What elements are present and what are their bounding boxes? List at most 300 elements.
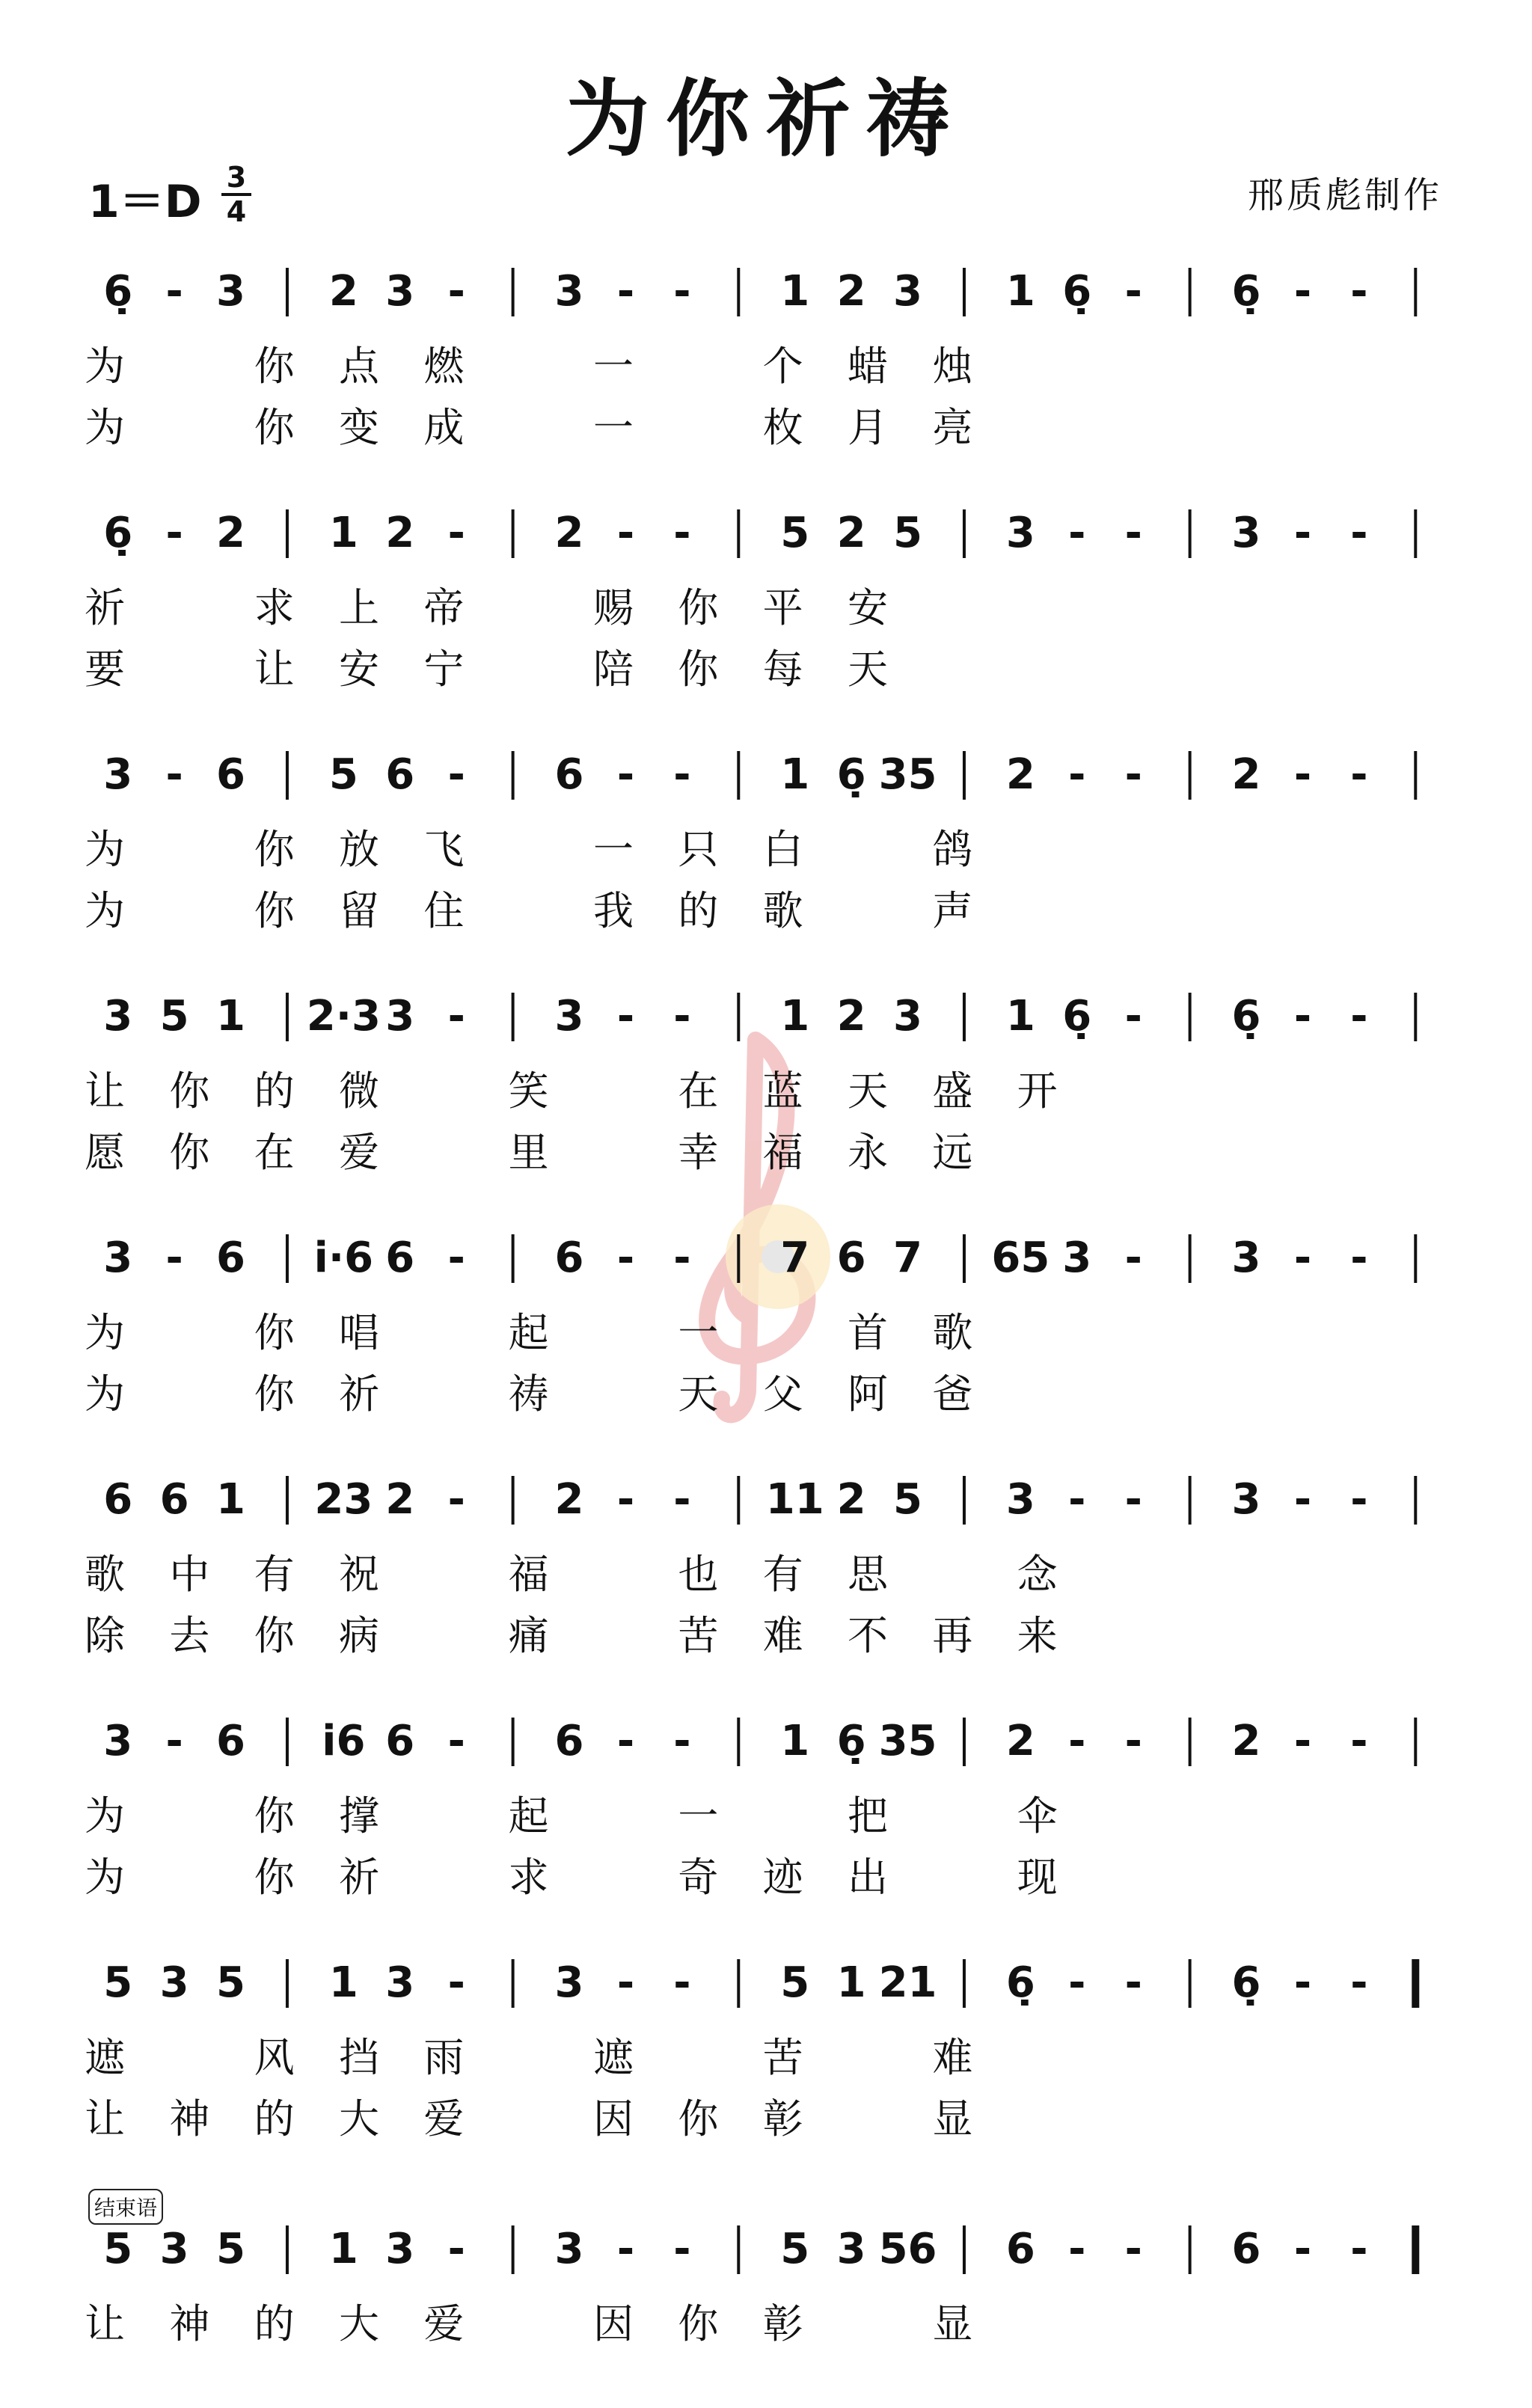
lyric-char: 彰	[762, 2095, 803, 2142]
note: 6	[159, 1475, 189, 1524]
note: 6	[1231, 2225, 1261, 2273]
lyric-char: 让	[254, 646, 295, 693]
lyric-char: 宁	[423, 646, 465, 693]
note: 3	[554, 267, 584, 316]
lyric-char: 枚	[762, 404, 803, 451]
note: 6	[385, 1234, 415, 1282]
note: i6	[322, 1717, 366, 1765]
note: 5	[780, 1958, 810, 2007]
lyric-char: 出	[848, 1854, 888, 1901]
lyric-char: 在	[678, 1067, 719, 1115]
lyric-char: 开	[1017, 1067, 1058, 1115]
note: 1	[780, 750, 810, 799]
lyric-char: 笑	[508, 1067, 549, 1115]
note: 1	[780, 267, 810, 316]
note: 6̣	[1231, 1958, 1261, 2007]
note: 1	[216, 1475, 246, 1524]
note: -	[616, 1717, 635, 1765]
lyric-char: 伞	[1017, 1792, 1058, 1839]
note: 6̣	[836, 750, 866, 799]
lyric-char: 因	[593, 2095, 634, 2142]
note: -	[673, 2225, 691, 2273]
lyric-char: 你	[254, 1612, 295, 1659]
note: -	[1068, 509, 1086, 557]
note: -	[673, 267, 691, 316]
lyric-char: 你	[678, 2095, 719, 2142]
note: 6	[216, 750, 246, 799]
lyric-char: 苦	[678, 1612, 719, 1659]
lyric-char: 唱	[339, 1309, 379, 1356]
lyric-char: 赐	[593, 584, 634, 631]
lyric-char: 帝	[423, 584, 465, 631]
note: 35	[878, 1717, 937, 1765]
note: 3	[554, 2225, 584, 2273]
lyric-char: 去	[169, 1612, 210, 1659]
lyric-char: 变	[339, 404, 379, 451]
lyric-char: 祈	[339, 1370, 379, 1418]
lyric-char: 让	[85, 1067, 125, 1115]
note: 6	[554, 1717, 584, 1765]
ending-section-tag: 结束语	[88, 2189, 163, 2225]
note: -	[165, 509, 183, 557]
note: 3	[554, 992, 584, 1041]
lyric-char: 陪	[593, 646, 634, 693]
lyric-char: 神	[169, 2300, 210, 2347]
note: 3	[893, 267, 923, 316]
lyric-char: 为	[85, 404, 125, 451]
lyric-char: 的	[254, 2095, 295, 2142]
lyric-char: 远	[932, 1129, 973, 1176]
note: -	[616, 750, 635, 799]
note: 3	[216, 267, 246, 316]
lyric-char: 点	[339, 343, 379, 390]
note: -	[447, 1958, 465, 2007]
note: -	[165, 1234, 183, 1282]
note: 5	[780, 2225, 810, 2273]
note: 6̣	[1062, 992, 1092, 1041]
lyric-char: 祈	[339, 1854, 379, 1901]
note: -	[1068, 2225, 1086, 2273]
note: -	[165, 1717, 183, 1765]
note: 5	[780, 509, 810, 557]
note: 7	[780, 1234, 810, 1282]
lyric-char: 成	[423, 404, 465, 451]
note: 5	[893, 509, 923, 557]
lyric-char: 有	[254, 1551, 295, 1598]
note: -	[1293, 1717, 1312, 1765]
lyric-char: 你	[254, 404, 295, 451]
lyric-char: 福	[762, 1129, 803, 1176]
lyric-char: 不	[848, 1612, 888, 1659]
lyric-char: 盛	[932, 1067, 973, 1115]
lyric-char: 你	[254, 1309, 295, 1356]
lyric-char: 你	[254, 1854, 295, 1901]
lyric-char: 爸	[932, 1370, 973, 1418]
lyric-char: 爱	[423, 2095, 465, 2142]
note: 3	[385, 1958, 415, 2007]
lyric-char: 你	[254, 887, 295, 934]
note: -	[1293, 1234, 1312, 1282]
note: 6	[385, 1717, 415, 1765]
lyric-char: 起	[508, 1792, 549, 1839]
note: 2	[1005, 1717, 1035, 1765]
note: -	[1350, 2225, 1368, 2273]
note: 5	[328, 750, 358, 799]
note: 6	[216, 1717, 246, 1765]
note: 3	[1005, 1475, 1035, 1524]
lyric-char: 里	[508, 1129, 549, 1176]
lyric-char: 风	[254, 2034, 295, 2081]
lyric-char: 你	[254, 343, 295, 390]
lyric-char: 为	[85, 1792, 125, 1839]
note: -	[1293, 2225, 1312, 2273]
lyric-char: 祷	[508, 1370, 549, 1418]
lyric-char: 求	[508, 1854, 549, 1901]
note: -	[1350, 1234, 1368, 1282]
lyric-char: 歌	[762, 887, 803, 934]
note: -	[1124, 2225, 1142, 2273]
lyric-char: 有	[762, 1551, 803, 1598]
lyric-char: 在	[254, 1129, 295, 1176]
lyric-char: 除	[85, 1612, 125, 1659]
note: 1	[328, 509, 358, 557]
note: 2	[836, 267, 866, 316]
lyric-char: 只	[678, 826, 719, 873]
lyric-char: 迹	[762, 1854, 803, 1901]
note: 3	[1231, 509, 1261, 557]
time-signature-bottom: 4	[226, 195, 247, 228]
time-signature-top: 3	[226, 161, 247, 194]
note: 7	[893, 1234, 923, 1282]
lyric-char: 撑	[339, 1792, 379, 1839]
lyric-char: 首	[848, 1309, 888, 1356]
note: -	[1350, 992, 1368, 1041]
lyric-char: 大	[339, 2300, 379, 2347]
lyric-char: 为	[85, 1370, 125, 1418]
lyric-char: 阿	[848, 1370, 888, 1418]
note: -	[165, 750, 183, 799]
lyric-char: 求	[254, 584, 295, 631]
lyric-char: 的	[254, 1067, 295, 1115]
note: -	[447, 1234, 465, 1282]
lyric-char: 月	[848, 404, 888, 451]
lyric-char: 的	[254, 2300, 295, 2347]
lyric-char: 爱	[423, 2300, 465, 2347]
note: 3	[893, 992, 923, 1041]
lyric-char: 上	[339, 584, 379, 631]
lyric-char: 雨	[423, 2034, 465, 2081]
note: 6	[836, 1234, 866, 1282]
note: 3	[385, 267, 415, 316]
note: 65	[991, 1234, 1050, 1282]
note: 2	[328, 267, 358, 316]
lyric-char: 烛	[932, 343, 973, 390]
note: -	[616, 509, 635, 557]
note: -	[447, 992, 465, 1041]
lyric-char: 苦	[762, 2034, 803, 2081]
lyric-char: 你	[678, 646, 719, 693]
note: -	[673, 992, 691, 1041]
lyric-char: 飞	[423, 826, 465, 873]
note: -	[673, 1958, 691, 2007]
note: 2	[216, 509, 246, 557]
lyric-char: 歌	[932, 1309, 973, 1356]
note: -	[447, 2225, 465, 2273]
note: -	[1293, 1475, 1312, 1524]
note: 21	[878, 1958, 937, 2007]
note: -	[1293, 992, 1312, 1041]
note: 1	[780, 1717, 810, 1765]
lyric-char: 留	[339, 887, 379, 934]
lyric-char: 父	[762, 1370, 803, 1418]
note: -	[1124, 750, 1142, 799]
lyric-char: 天	[678, 1370, 719, 1418]
lyric-char: 一	[678, 1792, 719, 1839]
note: -	[1068, 1475, 1086, 1524]
lyric-char: 你	[254, 1370, 295, 1418]
lyric-char: 思	[848, 1551, 888, 1598]
lyric-char: 歌	[85, 1551, 125, 1598]
note: 3	[385, 2225, 415, 2273]
note: -	[447, 1717, 465, 1765]
lyric-char: 起	[508, 1309, 549, 1356]
note: -	[1293, 1958, 1312, 2007]
note: 1	[216, 992, 246, 1041]
note: 5	[216, 1958, 246, 2007]
lyric-char: 病	[339, 1612, 379, 1659]
note: 11	[765, 1475, 824, 1524]
lyric-char: 为	[85, 826, 125, 873]
note: 3	[385, 992, 415, 1041]
note: -	[1124, 267, 1142, 316]
note: -	[1293, 509, 1312, 557]
note: 2	[554, 509, 584, 557]
note: 3	[159, 1958, 189, 2007]
note: 2	[1231, 750, 1261, 799]
lyric-char: 要	[85, 646, 125, 693]
note: -	[447, 509, 465, 557]
lyric-char: 你	[254, 1792, 295, 1839]
note: 3	[1062, 1234, 1092, 1282]
note: 5	[103, 1958, 133, 2007]
note: 23	[314, 1475, 373, 1524]
lyric-char: 每	[762, 646, 803, 693]
lyric-char: 声	[932, 887, 973, 934]
note: -	[1068, 1717, 1086, 1765]
note: 3	[554, 1958, 584, 2007]
note: 2	[1231, 1717, 1261, 1765]
note: -	[673, 1475, 691, 1524]
note: 56	[878, 2225, 937, 2273]
note: 5	[893, 1475, 923, 1524]
lyric-char: 把	[848, 1792, 888, 1839]
note: 2	[836, 1475, 866, 1524]
note: 2	[385, 1475, 415, 1524]
note: -	[1350, 509, 1368, 557]
note: 1	[780, 992, 810, 1041]
lyric-char: 挡	[339, 2034, 379, 2081]
note: 6̣	[1062, 267, 1092, 316]
note: -	[447, 750, 465, 799]
lyric-char: 安	[339, 646, 379, 693]
note: 6̣	[103, 267, 133, 316]
note: 3	[159, 2225, 189, 2273]
lyric-char: 福	[508, 1551, 549, 1598]
note: 2	[1005, 750, 1035, 799]
lyric-char: 安	[848, 584, 888, 631]
lyric-char: 天	[848, 1067, 888, 1115]
note: 1	[836, 1958, 866, 2007]
note: -	[673, 1717, 691, 1765]
lyric-char: 我	[593, 887, 634, 934]
note: 3	[103, 1234, 133, 1282]
note: 2	[836, 992, 866, 1041]
note: -	[1350, 267, 1368, 316]
note: -	[616, 267, 635, 316]
note: 6	[554, 1234, 584, 1282]
note: -	[447, 1475, 465, 1524]
note: 35	[878, 750, 937, 799]
lyric-char: 天	[848, 646, 888, 693]
lyric-char: 难	[762, 1612, 803, 1659]
note: 3	[1231, 1475, 1261, 1524]
note: -	[1124, 1717, 1142, 1765]
note: -	[447, 267, 465, 316]
lyric-char: 爱	[339, 1129, 379, 1176]
note: -	[1124, 992, 1142, 1041]
note: 6	[385, 750, 415, 799]
lyric-char: 让	[85, 2095, 125, 2142]
lyric-char: 住	[423, 887, 465, 934]
note: 3	[103, 750, 133, 799]
note: -	[1350, 1717, 1368, 1765]
note: 2	[836, 509, 866, 557]
note: -	[1124, 509, 1142, 557]
note: 6̣	[1231, 992, 1261, 1041]
note: -	[616, 992, 635, 1041]
note: 2·3	[306, 992, 381, 1041]
lyric-char: 幸	[678, 1129, 719, 1176]
note: -	[616, 1475, 635, 1524]
note: 1	[1005, 267, 1035, 316]
note: -	[1068, 1958, 1086, 2007]
lyric-char: 一	[593, 404, 634, 451]
note: 5	[216, 2225, 246, 2273]
note: 3	[103, 1717, 133, 1765]
lyric-char: 再	[932, 1612, 973, 1659]
lyric-char: 因	[593, 2300, 634, 2347]
lyric-char: 你	[678, 2300, 719, 2347]
lyric-char: 遮	[593, 2034, 634, 2081]
lyric-char: 的	[678, 887, 719, 934]
note: 3	[1231, 1234, 1261, 1282]
lyric-char: 放	[339, 826, 379, 873]
note: 6̣	[836, 1717, 866, 1765]
lyric-char: 难	[932, 2034, 973, 2081]
lyric-char: 一	[593, 826, 634, 873]
lyric-char: 中	[169, 1551, 210, 1598]
note: -	[1293, 267, 1312, 316]
lyric-char: 亮	[932, 404, 973, 451]
note: 1	[328, 2225, 358, 2273]
note: 3	[103, 992, 133, 1041]
note: 5	[103, 2225, 133, 2273]
lyric-char: 微	[339, 1067, 379, 1115]
note: 5	[159, 992, 189, 1041]
note: -	[1068, 750, 1086, 799]
lyric-char: 永	[848, 1129, 888, 1176]
note: 6	[103, 1475, 133, 1524]
lyric-char: 鸽	[932, 826, 973, 873]
lyric-char: 显	[932, 2300, 973, 2347]
note: 6̣	[103, 509, 133, 557]
note: -	[673, 509, 691, 557]
note: 3	[836, 2225, 866, 2273]
note: 6̣	[1005, 1958, 1035, 2007]
lyric-char: 为	[85, 1854, 125, 1901]
lyric-char: 神	[169, 2095, 210, 2142]
lyric-char: 祝	[339, 1551, 379, 1598]
lyric-char: 平	[762, 584, 803, 631]
lyric-char: 愿	[85, 1129, 125, 1176]
note: 2	[385, 509, 415, 557]
lyric-char: 为	[85, 343, 125, 390]
lyric-char: 白	[762, 826, 803, 873]
note: -	[1124, 1958, 1142, 2007]
note: -	[1293, 750, 1312, 799]
note: -	[1350, 750, 1368, 799]
lyric-char: 来	[1017, 1612, 1058, 1659]
lyric-char: 个	[762, 343, 803, 390]
note: 6	[1005, 2225, 1035, 2273]
lyric-char: 也	[678, 1551, 719, 1598]
lyric-char: 奇	[678, 1854, 719, 1901]
lyric-char: 祈	[85, 584, 125, 631]
note: 6̣	[1231, 267, 1261, 316]
note: -	[1124, 1234, 1142, 1282]
note: 1	[328, 1958, 358, 2007]
note: -	[165, 267, 183, 316]
lyric-char: 现	[1017, 1854, 1058, 1901]
lyric-char: 让	[85, 2300, 125, 2347]
note: 1	[1005, 992, 1035, 1041]
lyric-char: 念	[1017, 1551, 1058, 1598]
lyric-char: 为	[85, 1309, 125, 1356]
key-signature: 1＝D	[88, 176, 202, 228]
lyric-char: 你	[254, 826, 295, 873]
note: -	[1124, 1475, 1142, 1524]
note: -	[616, 1958, 635, 2007]
lyric-char: 蜡	[848, 343, 888, 390]
lyric-char: 燃	[423, 343, 465, 390]
lyric-char: 蓝	[762, 1067, 803, 1115]
lyric-char: 大	[339, 2095, 379, 2142]
note: -	[673, 1234, 691, 1282]
note: -	[616, 2225, 635, 2273]
lyric-char: 一	[678, 1309, 719, 1356]
author-credit: 邢质彪制作	[1247, 174, 1442, 216]
lyric-char: 你	[169, 1129, 210, 1176]
note: 6	[554, 750, 584, 799]
note: -	[616, 1234, 635, 1282]
lyric-char: 痛	[508, 1612, 549, 1659]
lyric-char: 为	[85, 887, 125, 934]
lyric-char: 彰	[762, 2300, 803, 2347]
lyric-char: 一	[593, 343, 634, 390]
note: i·6	[313, 1234, 374, 1282]
note: 2	[554, 1475, 584, 1524]
lyric-char: 你	[678, 584, 719, 631]
